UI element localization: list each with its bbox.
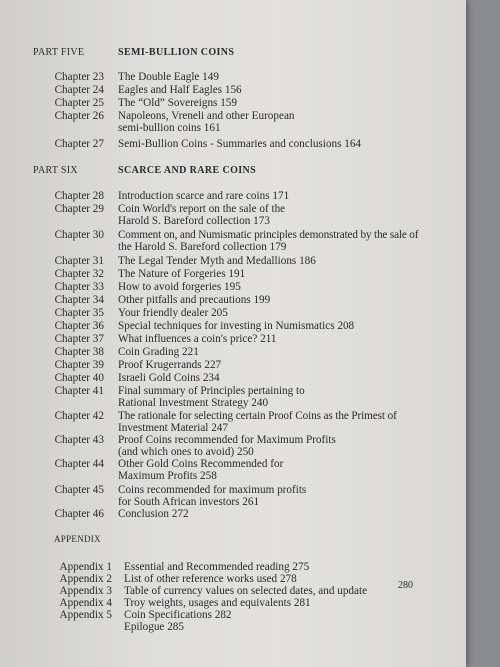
part-label: PART FIVE [33,47,85,58]
chapter-title-line: The “Old” Sovereigns 159 [118,97,237,109]
chapter-label: Chapter 23 [54,71,104,83]
chapter-title-line: Conclusion 272 [118,508,189,520]
chapter-title-line: The Nature of Forgeries 191 [118,268,246,280]
chapter-title-line: Other Gold Coins Recommended for [118,458,284,470]
chapter-label: Chapter 34 [54,294,104,306]
chapter-title-line: Coin World's report on the sale of the [118,203,286,215]
chapter-title-line: The Double Eagle 149 [118,71,219,83]
chapter-label: Chapter 30 [54,229,104,241]
chapter-title-line: semi-bullion coins 161 [118,122,221,135]
appendix-title: List of other reference works used 278 [124,573,297,585]
chapter-title-line: Napoleons, Vreneli and other European [118,110,295,122]
chapter-label: Chapter 31 [54,255,104,267]
chapter-label: Chapter 24 [54,84,104,96]
chapter-title-line: Proof Krugerrands 227 [118,359,222,371]
chapter-label: Chapter 42 [54,410,104,422]
chapter-title-line: The Legal Tender Myth and Medallions 186 [118,255,316,267]
chapter-title-line: Introduction scarce and rare coins 171 [118,190,290,202]
chapter-title-line: Eagles and Half Eagles 156 [118,84,242,96]
appendix-label: Appendix 2 [59,573,112,585]
chapter-title-line: Coin Grading 221 [118,346,199,358]
chapter-label: Chapter 38 [54,346,104,358]
chapter-title-line: for South African investors 261 [118,496,260,509]
appendix-title: Troy weights, usages and equivalents 281 [124,597,311,609]
appendix-title: Table of currency values on selected dates, and update [124,585,368,597]
chapter-title-line: How to avoid forgeries 195 [118,281,241,293]
appendix-label: Appendix 5 [59,609,112,621]
chapter-title-line: Israeli Gold Coins 234 [118,372,220,384]
part-label: PART SIX [33,165,78,176]
chapter-label: Chapter 41 [54,385,104,397]
part-title: SEMI-BULLION COINS [118,47,235,58]
chapter-label: Chapter 33 [54,281,104,293]
appendix-title: Coin Specifications 282 [124,609,232,621]
appendix-label: Appendix 3 [59,585,112,597]
chapter-label: Chapter 43 [54,434,104,446]
appendix-title: Essential and Recommended reading 275 [124,561,310,573]
chapter-label: Chapter 26 [54,110,104,122]
chapter-title-line: Maximum Profits 258 [118,470,217,483]
chapter-title-line: (and which ones to avoid) 250 [118,446,254,459]
chapter-title-line: What influences a coin's price? 211 [118,333,277,345]
chapter-title-line: Special techniques for investing in Numismatics 208 [118,320,355,332]
appendix-title: Epilogue 285 [124,621,184,633]
chapter-label: Chapter 40 [54,372,104,384]
chapter-label: Chapter 45 [54,484,104,496]
chapter-title-line: Final summary of Principles pertaining to [118,385,305,397]
chapter-title-line: Your friendly dealer 205 [118,307,228,319]
appendix-page-number: 280 [398,580,413,591]
chapter-label: Chapter 37 [54,333,104,345]
chapter-label: Chapter 35 [54,307,104,319]
appendix-label: Appendix 4 [59,597,112,609]
chapter-title-line: Rational Investment Strategy 240 [118,397,269,410]
appendix-label: Appendix 1 [59,561,112,573]
appendix-label: APPENDIX [54,534,101,544]
chapter-label: Chapter 44 [54,458,104,470]
chapter-title-line: Semi-Bullion Coins - Summaries and conclusions 164 [118,138,362,150]
chapter-title-line: The rationale for selecting certain Proof Coins as the Primest of [118,410,397,422]
part-title: SCARCE AND RARE COINS [118,165,257,176]
chapter-title-line: Investment Material 247 [118,422,228,435]
chapter-title-line: Comment on, and Numismatic principles demonstrated by the sale of [118,229,419,241]
chapter-title-line: Harold S. Bareford collection 173 [118,215,270,228]
chapter-label: Chapter 32 [54,268,104,280]
chapter-title-line: Other pitfalls and precautions 199 [118,294,271,306]
chapter-label: Chapter 29 [54,203,104,215]
chapter-title-line: Coins recommended for maximum profits [118,484,307,496]
chapter-label: Chapter 25 [54,97,104,109]
chapter-label: Chapter 27 [54,138,104,150]
chapter-label: Chapter 46 [54,508,104,520]
chapter-label: Chapter 36 [54,320,104,332]
chapter-title-line: Proof Coins recommended for Maximum Profits [118,434,336,446]
chapter-label: Chapter 28 [54,190,104,202]
chapter-label: Chapter 39 [54,359,104,371]
chapter-title-line: the Harold S. Bareford collection 179 [118,241,287,254]
